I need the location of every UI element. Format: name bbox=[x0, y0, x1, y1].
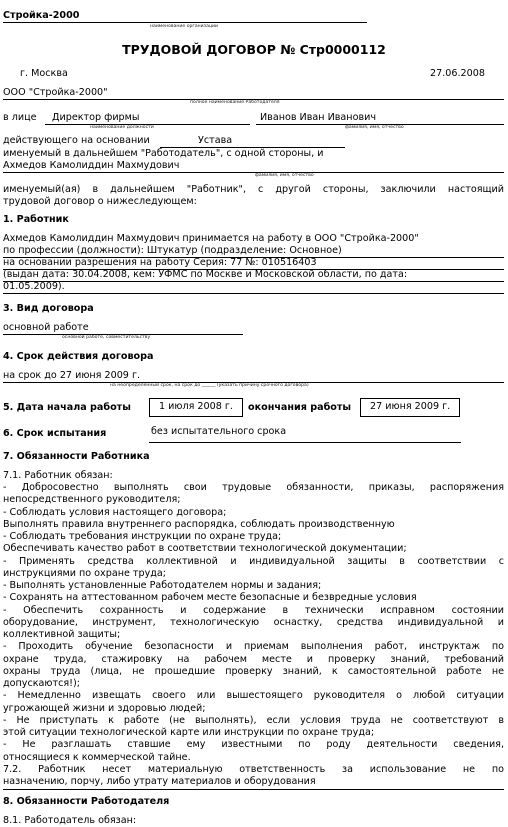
contract-date: 27.06.2008 bbox=[430, 68, 485, 79]
section-7-line: - Не разглашать ставшие ему известными по роду деятельности сведения, bbox=[3, 739, 504, 751]
probation-label: 6. Срок испытания bbox=[3, 428, 107, 439]
section-1-line: на основании разрешения на работу Серия: 77 №: 010516403 bbox=[3, 257, 317, 268]
probation-underline bbox=[149, 442, 461, 443]
section-1-line: 01.05.2009). bbox=[3, 281, 65, 292]
section-3-caption: основной работе, совместительству bbox=[62, 335, 151, 340]
section-7-line: - Обеспечить сохранность и содержание в технически исправном состоянии bbox=[3, 604, 504, 616]
section-1-rule bbox=[3, 257, 504, 258]
section-7-line: охране труда, стажировку на рабочем месте и проверку знаний, требований bbox=[3, 653, 504, 665]
employee-intro-2: трудовой договор о нижеследующем: bbox=[3, 196, 197, 207]
section-7-line: - Выполнять установленные Работодателем нормы и задания; bbox=[3, 580, 322, 591]
intro-line-2: Ахмедов Камолиддин Махмудович bbox=[3, 160, 180, 171]
section-7-line: угрожающей жизни и здоровью людей; bbox=[3, 702, 206, 714]
end-date-label: окончания работы bbox=[248, 402, 352, 413]
section-1-line: по профессии (должности): Штукатур (подразделение: Основное) bbox=[3, 245, 342, 256]
section-1-line: Ахмедов Камолиддин Махмудович принимается на работу в ООО "Стройка-2000" bbox=[3, 233, 419, 244]
employee-underline bbox=[3, 172, 504, 173]
section-7-line: относящиеся к коммерческой тайне. bbox=[3, 751, 191, 763]
section-7-line: оборудование, инструмент, технологическую оснастку, средства индивидуальной и bbox=[3, 616, 504, 628]
basis-value: Устава bbox=[198, 135, 233, 146]
section-3-value: основной работе bbox=[3, 322, 89, 333]
section-7-line: - Применять средства коллективной и индивидуальной защиты в соответствии с bbox=[3, 555, 504, 567]
section-1-rule bbox=[3, 269, 504, 270]
start-date-label: 5. Дата начала работы bbox=[3, 402, 131, 413]
section-7-line: охраны труда (лица, не прошедшие проверку знаний, к самостоятельной работе не bbox=[3, 665, 504, 677]
intro-line-1: именуемый в дальнейшем "Работодатель", с одной стороны, и bbox=[3, 148, 324, 159]
section-7-line: непосредственного руководителя; bbox=[3, 494, 181, 506]
end-date-value: 27 июня 2009 г. bbox=[370, 401, 451, 412]
start-date-value: 1 июля 2008 г. bbox=[159, 401, 233, 412]
section-1-line: (выдан дата: 30.04.2008, кем: УФМС по Москве и Московской области, по дата: bbox=[3, 269, 408, 280]
representative-prefix: в лице bbox=[3, 112, 37, 123]
employer-name: ООО "Стройка-2000" bbox=[3, 87, 108, 98]
org-name-caption: наименование организации bbox=[150, 24, 219, 29]
org-name-underline bbox=[3, 22, 367, 23]
section-1-rule bbox=[3, 293, 504, 294]
section-8-sub1: 8.1. Работодатель обязан: bbox=[3, 815, 137, 826]
section-7-line: - Сохранять на аттестованном рабочем месте безопасные и безвредные условия bbox=[3, 592, 417, 604]
section-7-end-rule bbox=[3, 789, 504, 790]
section-7-line: инструкциями по охране труда; bbox=[3, 567, 167, 579]
section-7-line: этой ситуации технологической карте или инструкции по охране труда; bbox=[3, 727, 375, 738]
section-7-line: - Соблюдать условия настоящего договора; bbox=[3, 506, 227, 518]
position-caption: наименование должности bbox=[90, 125, 154, 130]
section-4-value: на срок до 27 июня 2009 г. bbox=[3, 370, 141, 381]
section-7-line: - Не приступать к работе (не выполнять), если условия труда не соответствуют в bbox=[3, 714, 504, 726]
section-7-heading: 7. Обязанности Работника bbox=[3, 451, 150, 462]
employee-caption: фамилия, имя, отчество bbox=[255, 173, 314, 178]
place: г. Москва bbox=[20, 68, 68, 79]
section-1-rule bbox=[3, 281, 504, 282]
basis-label: действующего на основании bbox=[3, 135, 150, 146]
org-name: Стройка-2000 bbox=[3, 10, 80, 21]
section-8-heading: 8. Обязанности Работодателя bbox=[3, 796, 170, 807]
employee-intro-1: именуемый(ая) в дальнейшем "Работник", с другой стороны, заключили настоящий bbox=[3, 184, 504, 195]
section-7-line: назначению, порчу, либо утрату материалов и оборудования bbox=[3, 776, 316, 787]
employer-caption: полное наименование Работодателя bbox=[190, 100, 280, 105]
section-7-sub1: 7.1. Работник обязан: bbox=[3, 470, 113, 481]
section-3-heading: 3. Вид договора bbox=[3, 303, 94, 314]
section-7-line: - Немедленно извещать своего или вышестоящего руководителя о любой ситуации bbox=[3, 690, 504, 702]
section-1-heading: 1. Работник bbox=[3, 214, 69, 225]
section-7-line: коллективной защиты; bbox=[3, 629, 121, 640]
section-7-line: допускаются!); bbox=[3, 678, 80, 689]
document-title: ТРУДОВОЙ ДОГОВОР № Стр0000112 bbox=[122, 42, 386, 57]
section-7-line: Выполнять правила внутреннего распорядка, соблюдать производственную bbox=[3, 518, 395, 530]
section-7-line: 7.2. Работник несет материальную ответственность за использование не по bbox=[3, 763, 504, 775]
representative-position: Директор фирмы bbox=[52, 112, 140, 123]
representative-fio: Иванов Иван Иванович bbox=[260, 112, 376, 123]
section-7-line: Обеспечивать качество работ в соответствии технологической документации; bbox=[3, 543, 407, 555]
section-4-caption: на неопределенный срок, на срок до ______ (указать причину срочного договора) bbox=[110, 383, 309, 388]
section-7-line: - Проходить обучение безопасности и приемам выполнения работ, инструктаж по bbox=[3, 641, 504, 653]
fio-caption: фамилия, имя, отчество bbox=[345, 125, 404, 130]
section-7-line: - Добросовестно выполнять свои трудовые обязанности, приказы, распоряжения bbox=[3, 482, 504, 493]
section-4-heading: 4. Срок действия договора bbox=[3, 351, 154, 362]
section-7-line: - Соблюдать требования инструкции по охране труда; bbox=[3, 531, 282, 542]
probation-value: без испытательного срока bbox=[151, 426, 287, 437]
